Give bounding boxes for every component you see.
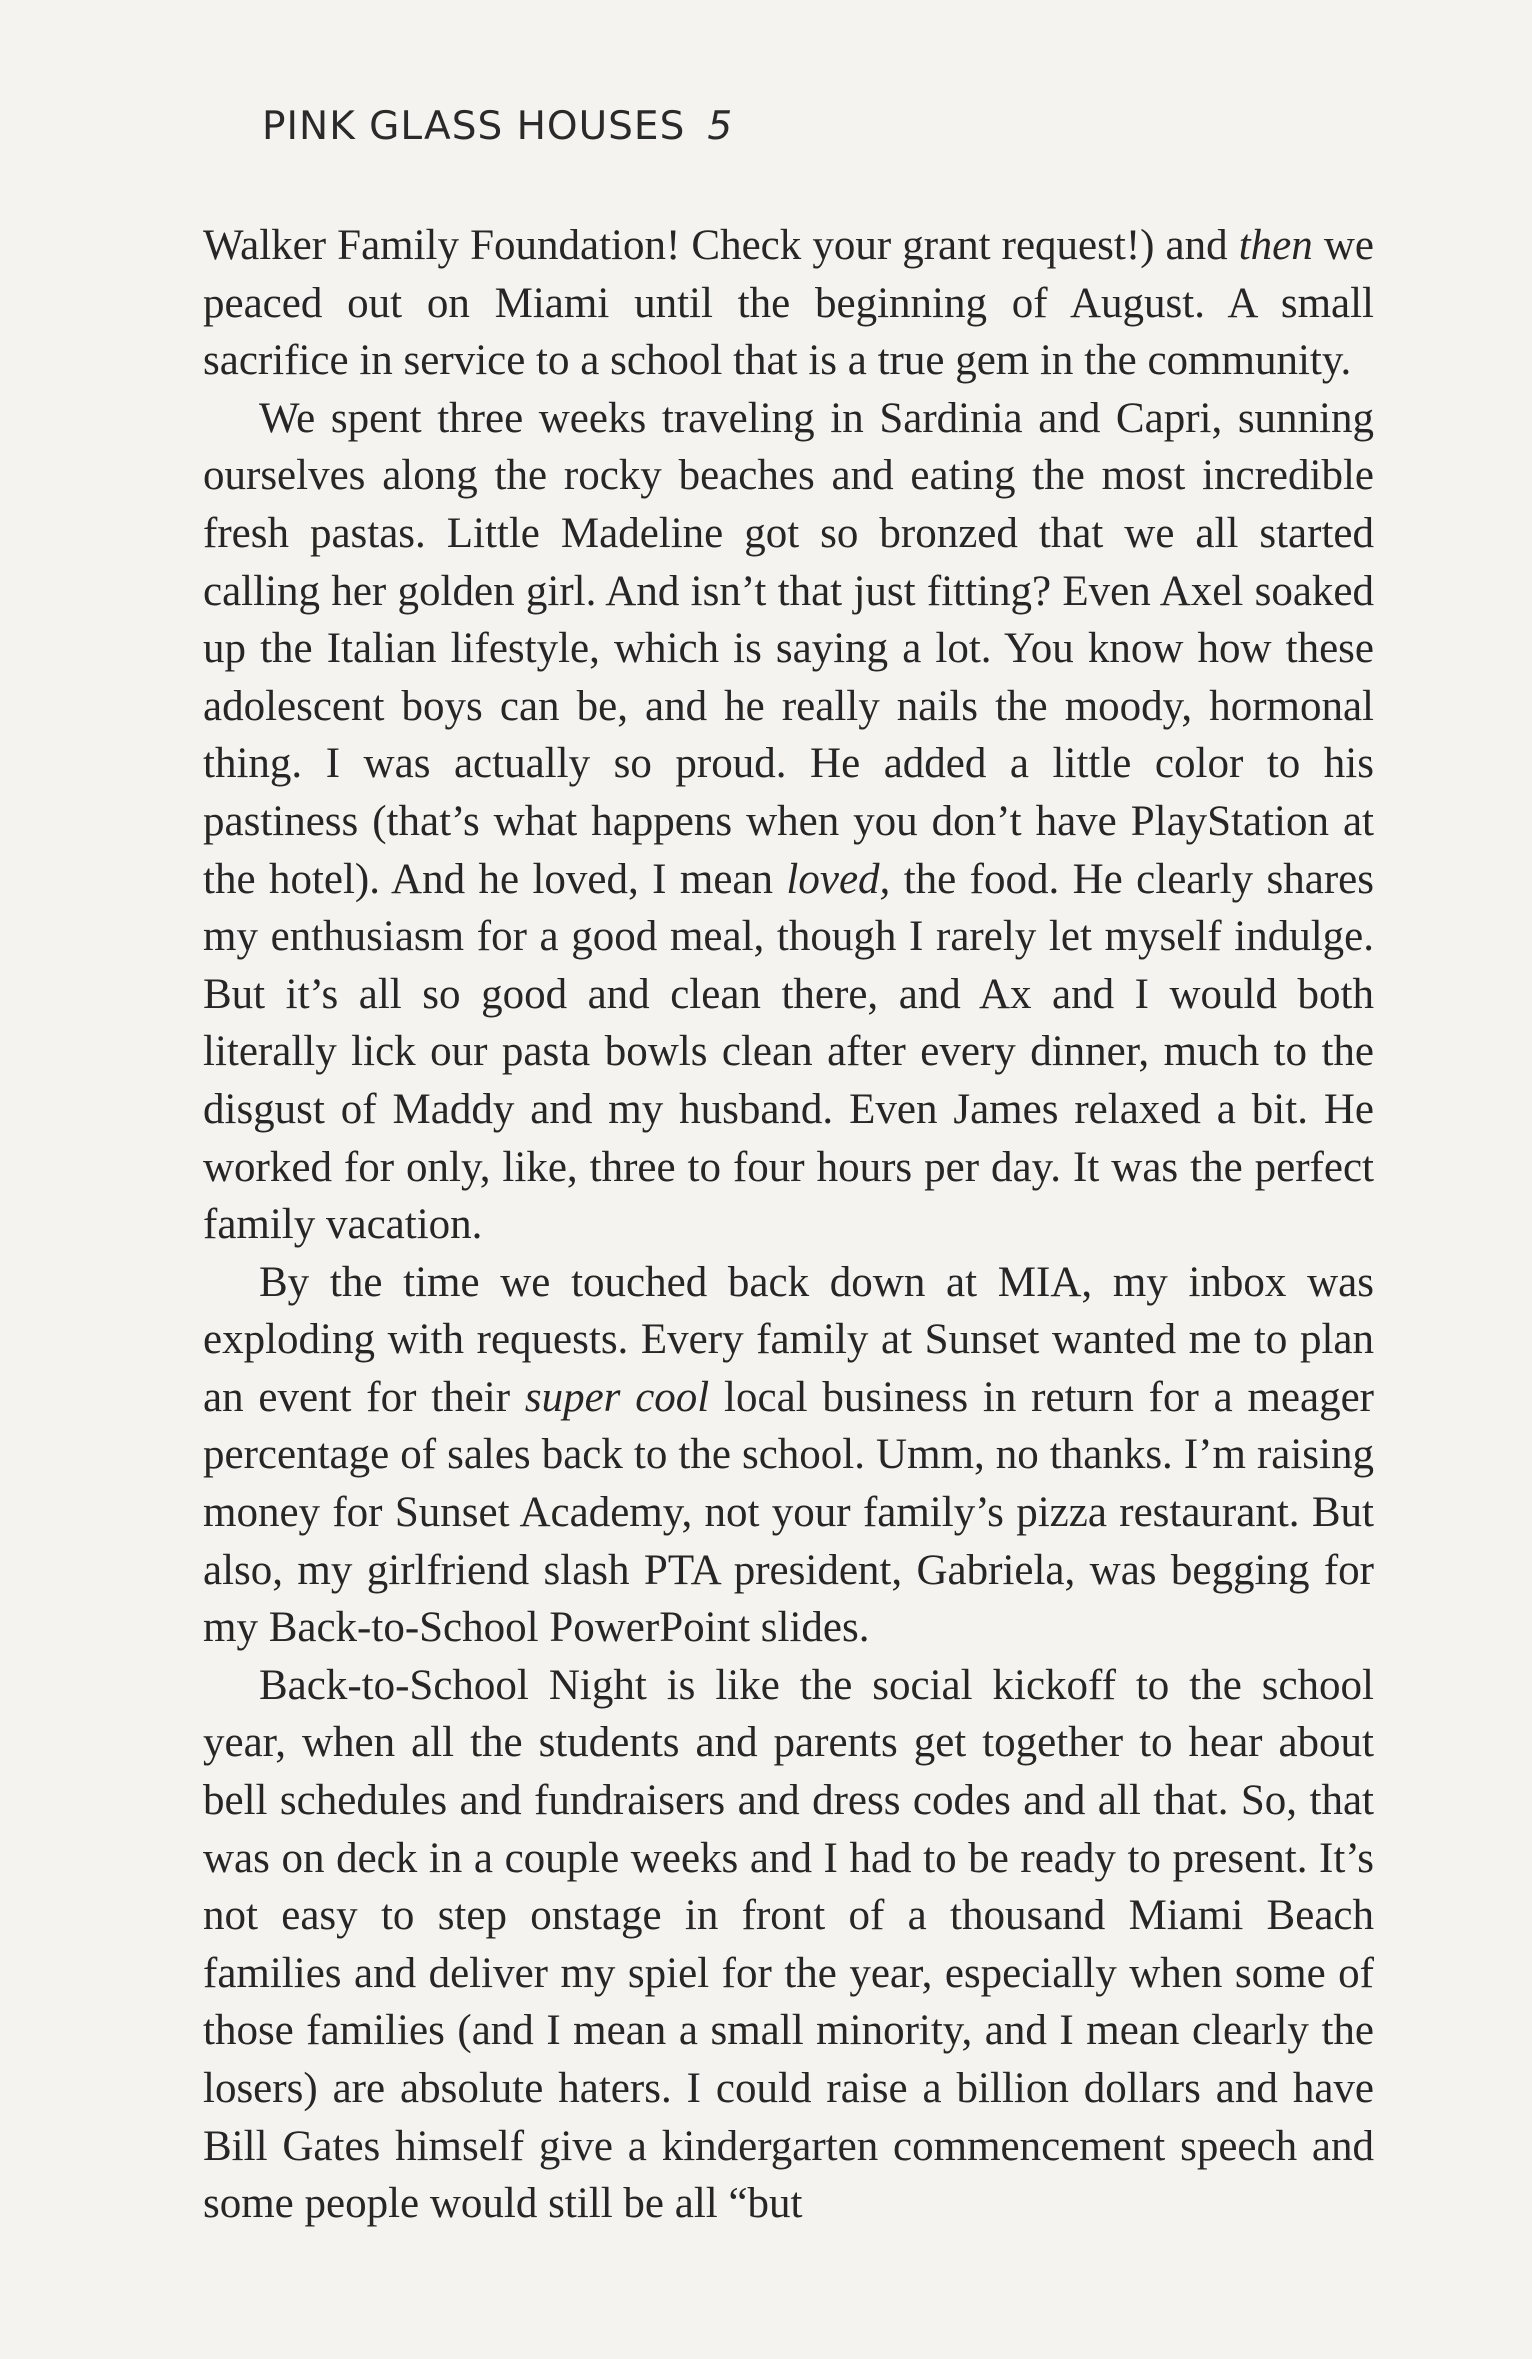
- body-text: [203, 217, 1374, 2233]
- paragraph: [203, 217, 1374, 390]
- book-title: PINK GLASS HOUSES: [262, 104, 686, 149]
- text-run: Walker Family Foundation! Check your grant request!) and: [203, 222, 1239, 269]
- italic-text-run: loved,: [786, 855, 891, 903]
- italic-text-run: then: [1238, 222, 1313, 269]
- text-run: We spent three weeks traveling in Sardinia and Capri, sunning ourselves along the rocky beaches and eating the most incredible fresh pastas. Little Madeline got so bronzed that we all started calling her golden girl. And isn’t that just fitting? Even Axel soaked up the Italian lifestyle, which is saying a lot. You know how these adolescent boys can be, and he really nails the moody, hormonal thing. I was actually so proud. He added a little color to his pastiness (that’s what happens when you don’t have PlayStation at the hotel). And he loved, I mean: [203, 394, 1374, 903]
- paragraph: [203, 390, 1374, 1254]
- paragraph: [203, 1657, 1374, 2233]
- italic-text-run: super cool: [524, 1373, 710, 1421]
- running-head: [262, 104, 733, 149]
- text-run: the food. He clearly shares my enthusiasm for a good meal, though I rarely let myself indulge. But it’s all so good and clean there, and Ax and I would both literally lick our pasta bowls clean after every dinner, much to the disgust of Maddy and my husband. Even James relaxed a bit. He worked for only, like, three to four hours per day. It was the perfect family vacation.: [203, 855, 1374, 1249]
- page-number: 5: [707, 104, 734, 149]
- paragraph: [203, 1254, 1374, 1657]
- text-run: Back-to-School Night is like the social kickoff to the school year, when all the students and parents get together to hear about bell schedules and fundraisers and dress codes and all that. So, that was on deck in a couple weeks and I had to be ready to present. It’s not easy to step onstage in front of a thousand Miami Beach families and deliver my spiel for the year, especially when some of those families (and I mean a small minority, and I mean clearly the losers) are absolute haters. I could raise a billion dollars and have Bill Gates himself give a kindergarten commencement speech and some people would still be all “but: [203, 1661, 1374, 2228]
- text-run: local business in return for a meager percentage of sales back to the school. Umm, no thanks. I’m raising money for Sunset Academy, not your family’s pizza restaurant. But also, my girlfriend slash PTA president, Gabriela, was begging for my Back-to-School PowerPoint slides.: [203, 1373, 1374, 1652]
- text-run: we peaced out on Miami until the beginning of August. A small sacrifice in service to a school that is a true gem in the community.: [203, 222, 1374, 385]
- text-run: By the time we touched back down at MIA, my inbox was exploding with requests. Every family at Sunset wanted me to plan an event for their: [203, 1258, 1374, 1421]
